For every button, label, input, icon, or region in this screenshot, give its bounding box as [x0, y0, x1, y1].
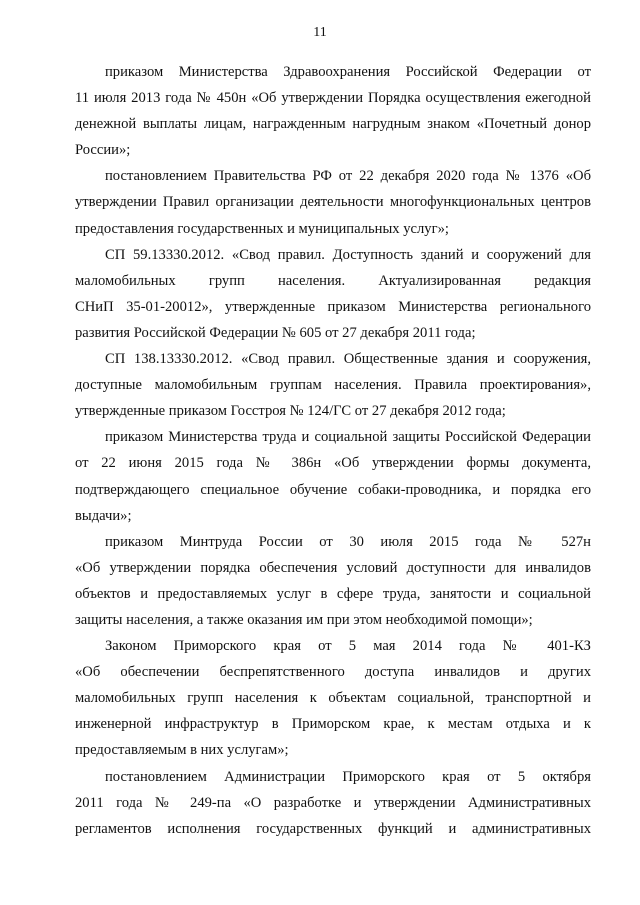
- paragraph-line: России»;: [75, 142, 131, 159]
- paragraph-first-line: Законом Приморского края от 5 мая 2014 года № 401-КЗ: [105, 638, 591, 655]
- paragraph-first-line: приказом Министерства Здравоохранения Российской Федерации от: [105, 64, 591, 80]
- paragraph-line: утверждении Правил организации деятельности многофункциональных центров: [75, 194, 591, 211]
- paragraph-first-line: постановлением Администрации Приморского края от 5 октября: [105, 768, 591, 785]
- paragraph-first-line: приказом Минтруда России от 30 июля 2015 года № 527н: [105, 533, 591, 550]
- paragraph-line: регламентов исполнения государственных функций и административных: [75, 820, 591, 837]
- paragraph-line: защиты населения, а также оказания им при этом необходимой помощи»;: [75, 611, 533, 628]
- paragraph-line: инженерной инфраструктур в Приморском крае, к местам отдыха и к: [75, 716, 591, 733]
- paragraph-first-line: СП 59.13330.2012. «Свод правил. Доступность зданий и сооружений для: [105, 246, 591, 263]
- paragraph-line: выдачи»;: [75, 507, 132, 524]
- paragraph-line: развития Российской Федерации № 605 от 27 декабря 2011 года;: [75, 324, 476, 341]
- paragraph-line: 2011 года № 249-па «О разработке и утверждении Административных: [75, 794, 591, 811]
- page-number: 11: [313, 25, 327, 40]
- paragraph-line: маломобильных групп населения к объектам социальной, транспортной и: [75, 690, 591, 707]
- paragraph-line: 11 июля 2013 года № 450н «Об утверждении Порядка осуществления ежегодной: [75, 90, 591, 107]
- paragraph-line: «Об обеспечении беспрепятственного доступа инвалидов и других: [75, 664, 591, 681]
- paragraph-line: маломобильных групп населения. Актуализированная редакция: [75, 272, 591, 289]
- paragraph-line: подтверждающего специальное обучение собаки-проводника, и порядка его: [75, 481, 591, 498]
- paragraph-line: от 22 июня 2015 года № 386н «Об утверждении формы документа,: [75, 455, 591, 472]
- paragraph-line: доступные маломобильным группам населения. Правила проектирования»,: [75, 377, 591, 394]
- paragraph-line: утвержденные приказом Госстроя № 124/ГС от 27 декабря 2012 года;: [75, 403, 506, 420]
- paragraph-first-line: СП 138.13330.2012. «Свод правил. Общественные здания и сооружения,: [105, 351, 591, 368]
- paragraph-first-line: постановлением Правительства РФ от 22 декабря 2020 года № 1376 «Об: [105, 168, 591, 185]
- paragraph-line: объектов и предоставляемых услуг в сфере труда, занятости и социальной: [75, 585, 591, 602]
- paragraph-line: денежной выплаты лицам, награжденным нагрудным знаком «Почетный донор: [75, 116, 591, 133]
- paragraph-line: «Об утверждении порядка обеспечения условий доступности для инвалидов: [75, 559, 591, 576]
- paragraph-first-line: приказом Министерства труда и социальной защиты Российской Федерации: [105, 429, 591, 446]
- paragraph-line: предоставления государственных и муниципальных услуг»;: [75, 220, 449, 237]
- paragraph-line: СНиП 35-01-20012», утвержденные приказом Министерства регионального: [75, 298, 591, 315]
- paragraph-line: предоставляемым в них услугам»;: [75, 742, 289, 759]
- document-body: [75, 59, 591, 842]
